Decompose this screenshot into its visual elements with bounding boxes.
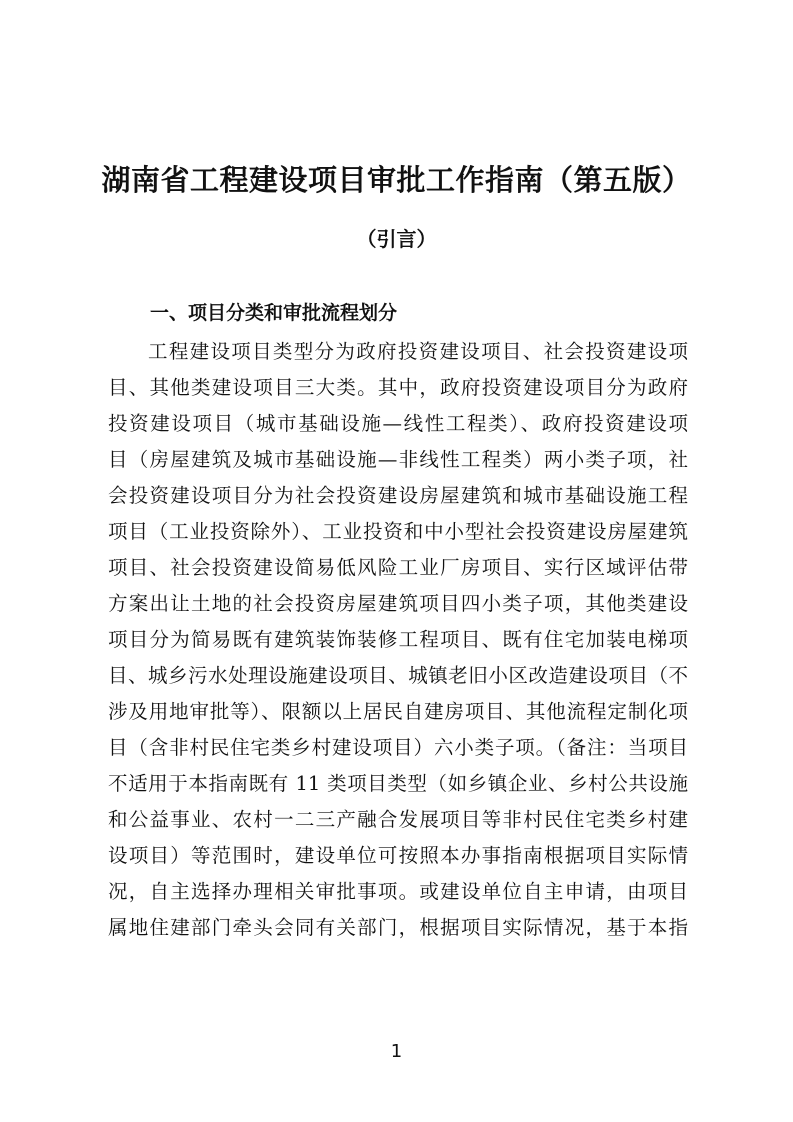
paragraph-line: 项目（工业投资除外）、工业投资和中小型社会投资建设房屋建筑	[108, 520, 688, 543]
document-subtitle: （引言）	[356, 227, 437, 251]
paragraph-line: 目、其他类建设项目三大类。其中，政府投资建设项目分为政府	[108, 376, 688, 399]
paragraph-line: 设项目）等范围时，建设单位可按照本办事指南根据项目实际情	[108, 844, 688, 867]
paragraph-line: 不适用于本指南既有 11 类项目类型（如乡镇企业、乡村公共设施	[108, 772, 688, 795]
paragraph-line: 目（含非村民住宅类乡村建设项目）六小类子项。（备注：当项目	[108, 736, 688, 759]
page-number: 1	[390, 1041, 403, 1062]
paragraph-line: 目、城乡污水处理设施建设项目、城镇老旧小区改造建设项目（不	[108, 664, 688, 687]
document-title: 湖南省工程建设项目审批工作指南（第五版）	[101, 163, 692, 197]
paragraph-line: 项目分为简易既有建筑装饰装修工程项目、既有住宅加装电梯项	[108, 628, 688, 651]
paragraph-line: 方案出让土地的社会投资房屋建筑项目四小类子项，其他类建设	[108, 592, 688, 615]
paragraph-line: 属地住建部门牵头会同有关部门，根据项目实际情况，基于本指	[108, 916, 688, 939]
paragraph-line: 涉及用地审批等）、限额以上居民自建房项目、其他流程定制化项	[108, 700, 688, 723]
paragraph-line: 况，自主选择办理相关审批事项。或建设单位自主申请，由项目	[108, 880, 688, 903]
paragraph-line: 投资建设项目（城市基础设施—线性工程类）、政府投资建设项	[108, 412, 688, 435]
paragraph-line: 项目、社会投资建设简易低风险工业厂房项目、实行区域评估带	[108, 556, 688, 579]
paragraph-line: 会投资建设项目分为社会投资建设房屋建筑和城市基础设施工程	[108, 484, 688, 507]
paragraph-line: 和公益事业、农村一二三产融合发展项目等非村民住宅类乡村建	[108, 808, 688, 831]
paragraph-line: 工程建设项目类型分为政府投资建设项目、社会投资建设项	[148, 340, 688, 363]
section-heading: 一、项目分类和审批流程划分	[150, 302, 398, 324]
paragraph-line: 目（房屋建筑及城市基础设施—非线性工程类）两小类子项，社	[108, 448, 688, 471]
body-paragraph	[108, 334, 688, 946]
